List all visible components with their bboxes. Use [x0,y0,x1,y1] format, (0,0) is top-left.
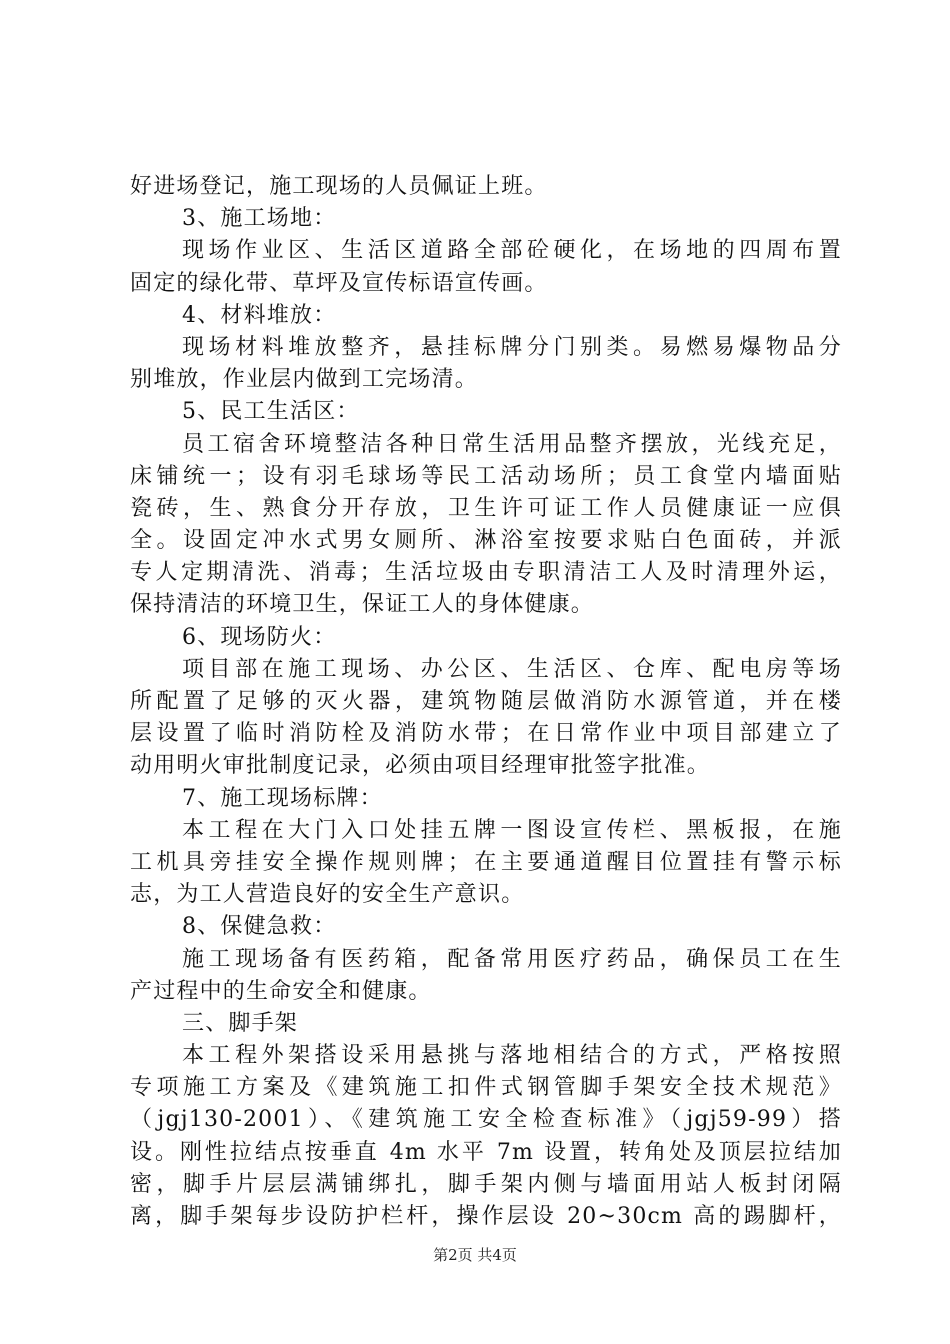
text-line: 本工程在大门入口处挂五牌一图设宣传栏、黑板报，在施 [182,817,842,843]
text-line: 项目部在施工现场、办公区、生活区、仓库、配电房等场 [182,656,842,682]
text-line: 别堆放，作业层内做到工完场清。 [130,367,479,393]
text-line: 施工现场备有医药箱，配备常用医疗药品，确保员工在生 [182,946,842,972]
text-line: 密，脚手片层层满铺绑扎，脚手架内侧与墙面用站人板封闭隔 [130,1171,842,1197]
text-line: 现场作业区、生活区道路全部砼硬化，在场地的四周布置 [182,238,842,264]
text-line: 专人定期清洗、消毒；生活垃圾由专职清洁工人及时清理外运， [130,560,842,586]
text-line: 4、材料堆放： [182,302,337,328]
text-line: 层设置了临时消防栓及消防水带；在日常作业中项目部建立了 [130,721,842,747]
text-line: 三、脚手架 [182,1010,299,1036]
text-line: 6、现场防火： [182,624,337,650]
text-line: 保持清洁的环境卫生，保证工人的身体健康。 [130,592,595,618]
text-line: 7、施工现场标牌： [182,785,383,811]
document-body [130,171,842,1233]
text-line: 全。设固定冲水式男女厕所、淋浴室按要求贴白色面砖，并派 [130,528,842,554]
text-line: 固定的绿化带、草坪及宣传标语宣传画。 [130,270,548,296]
text-line: 离，脚手架每步设防护栏杆，操作层设 20~30cm 高的踢脚杆， [130,1204,842,1229]
text-line: （jgj130-2001）、《建筑施工安全检查标准》（jgj59-99）搭 [130,1107,842,1133]
text-line: 8、保健急救： [182,914,337,940]
text-line: 员工宿舍环境整洁各种日常生活用品整齐摆放，光线充足， [182,431,842,457]
text-line: 瓷砖，生、熟食分开存放，卫生许可证工作人员健康证一应俱 [130,495,842,521]
text-line: 专项施工方案及《建筑施工扣件式钢管脚手架安全技术规范》 [130,1075,842,1101]
text-line: 所配置了足够的灭火器，建筑物随层做消防水源管道，并在楼 [130,689,842,714]
text-line: 5、民工生活区： [182,399,360,425]
text-line: 现场材料堆放整齐，悬挂标牌分门别类。易燃易爆物品分 [182,334,842,360]
text-line: 好进场登记，施工现场的人员佩证上班。 [130,174,548,199]
text-line: 志，为工人营造良好的安全生产意识。 [130,882,525,908]
text-line: 3、施工场地： [182,206,337,232]
page-footer: 第2页 共4页 [433,1246,517,1264]
text-line: 设。刚性拉结点按垂直 4m 水平 7m 设置，转角处及顶层拉结加 [130,1139,842,1165]
text-line: 床铺统一；设有羽毛球场等民工活动场所；员工食堂内墙面贴 [130,463,842,489]
text-line: 产过程中的生命安全和健康。 [130,978,432,1004]
text-line: 工机具旁挂安全操作规则牌；在主要通道醒目位置挂有警示标 [130,849,842,875]
text-line: 动用明火审批制度记录，必须由项目经理审批签字批准。 [130,753,711,779]
text-line: 本工程外架搭设采用悬挑与落地相结合的方式，严格按照 [182,1043,842,1069]
